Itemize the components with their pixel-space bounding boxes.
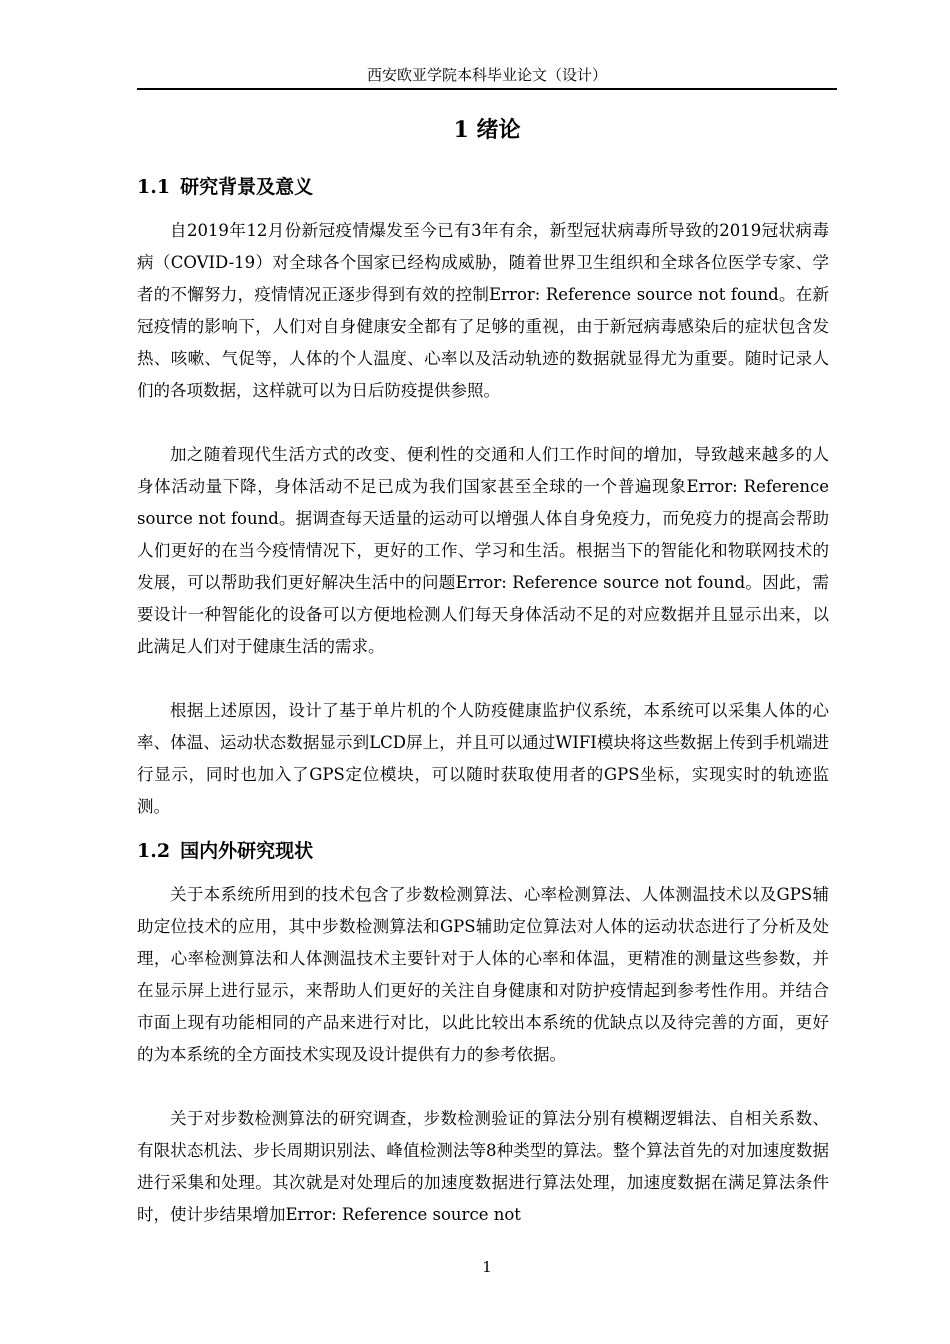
header-rule	[137, 88, 837, 90]
section-number: 1.1	[137, 176, 171, 198]
paragraph: 加之随着现代生活方式的改变、便利性的交通和人们工作时间的增加，导致越来越多的人身体活动量下降，身体活动不足已成为我们国家甚至全球的一个普遍现象Error: Reference source not found。据调查每天适量的运动可以增强人体自身免疫力，而免疫力的提高会帮助人们更好的在当今疫情情况下，更好的工作、学习和生活。根据当下的智能化和物联网技术的发展，可以帮助我们更好解决生活中的问题Error: Reference source not found。因此，需要设计一种智能化的设备可以方便地检测人们每天身体活动不足的对应数据并且显示出来，以此满足人们对于健康生活的需求。	[137, 445, 829, 656]
section-number: 1.2	[137, 840, 171, 862]
paragraph: 关于对步数检测算法的研究调查，步数检测验证的算法分别有模糊逻辑法、自相关系数、有限状态机法、步长周期识别法、峰值检测法等8种类型的算法。整个算法首先的对加速度数据进行采集和处理。其次就是对处理后的加速度数据进行算法处理，加速度数据在满足算法条件时，使计步结果增加Error: Reference source not	[137, 1109, 829, 1224]
section-heading-1-1	[137, 173, 313, 201]
paragraph: 关于本系统所用到的技术包含了步数检测算法、心率检测算法、人体测温技术以及GPS辅助定位技术的应用，其中步数检测算法和GPS辅助定位算法对人体的运动状态进行了分析及处理，心率检测算法和人体测温技术主要针对于人体的心率和体温，更精准的测量这些参数，并在显示屏上进行显示，来帮助人们更好的关注自身健康和对防护疫情起到参考性作用。并结合市面上现有功能相同的产品来进行对比，以此比较出本系统的优缺点以及待完善的方面，更好的为本系统的全方面技术实现及设计提供有力的参考依据。	[137, 885, 829, 1064]
paragraph: 自2019年12月份新冠疫情爆发至今已有3年有余，新型冠状病毒所导致的2019冠状病毒病（COVID-19）对全球各个国家已经构成威胁，随着世界卫生组织和全球各位医学专家、学者的不懈努力，疫情情况正逐步得到有效的控制Error: Reference source not found。在新冠疫情的影响下，人们对自身健康安全都有了足够的重视，由于新冠病毒感染后的症状包含发热、咳嗽、气促等，人体的个人温度、心率以及活动轨迹的数据就显得尤为重要。随时记录人们的各项数据，这样就可以为日后防疫提供参照。	[137, 221, 829, 400]
section-title: 研究背景及意义	[180, 176, 314, 198]
page-header: 西安欧亚学院本科毕业论文（设计）	[366, 66, 607, 84]
page-number: 1	[482, 1258, 492, 1276]
paragraph: 根据上述原因，设计了基于单片机的个人防疫健康监护仪系统，本系统可以采集人体的心率、体温、运动状态数据显示到LCD屏上，并且可以通过WIFI模块将这些数据上传到手机端进行显示，同时也加入了GPS定位模块，可以随时获取使用者的GPS坐标，实现实时的轨迹监测。	[137, 701, 829, 816]
chapter-title: 1 绪论	[453, 117, 521, 143]
section-title: 国内外研究现状	[180, 840, 314, 862]
section-heading-1-2	[137, 837, 313, 865]
